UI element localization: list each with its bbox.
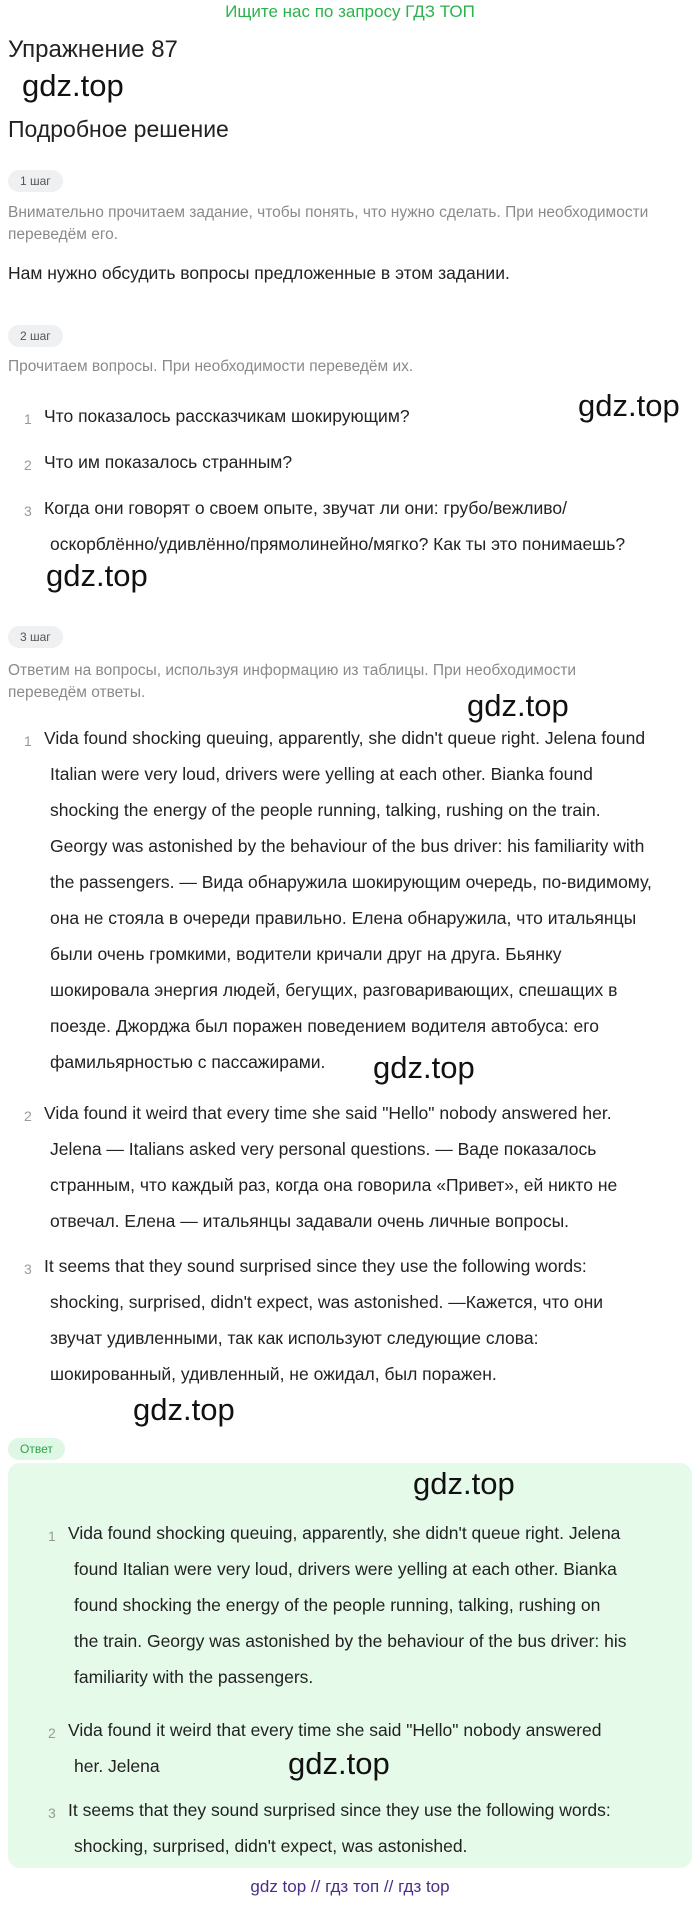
answer-item: 3 It seems that they sound surprised since they use the following words: shocking, surprised, didn't expect, was astonished. [48, 1800, 611, 1856]
list-item: 3 It seems that they sound surprised since they use the following words: shocking, surprised, didn't expect, was astonished. —Кажется, что они звучат удивленными, так как используют следующие слова: шокированный, удивленный, не ожидал, был поражен. [24, 1256, 604, 1384]
list-item: 1 Что показалось рассказчикам шокирующим? [24, 406, 410, 427]
answer-badge: Ответ [8, 1438, 65, 1460]
answer-item: 2 Vida found it weird that every time she said "Hello" nobody answered her. Jelena [48, 1720, 602, 1776]
step-hint: Ответим на вопросы, используя информацию из таблицы. При необходимости переведём ответы. [8, 662, 577, 701]
step-badge: 1 шаг [8, 170, 63, 192]
list-item: 1 Vida found shocking queuing, apparently, she didn't queue right. Jelena found Italian were very loud, drivers were yelling at each other. Bianka found shocking the energy of the people running, talking, rushing on the train. Georgy was astonished by the behaviour of the bus driver: his familiarity with the passengers. — Вида обнаружила шокирующим очередь, по-видимому, она не стояла в очереди правильно. Елена обнаружила, что итальянцы были очень громкими, водители кричали друг на друга. Бьянку шокировала энергия людей, бегущих, разговаривающих, спешащих в поезде. Джорджа был поражен поведением водителя автобуса: его фамильярностью с пассажирами. [24, 728, 652, 1072]
promo-banner[interactable]: Ищите нас по запросу ГДЗ ТОП [225, 2, 475, 21]
step-text: Нам нужно обсудить вопросы предложенные в этом задании. [8, 263, 510, 283]
answer-item: 1 Vida found shocking queuing, apparently, she didn't queue right. Jelena found Italian were very loud, drivers were yelling at each other. Bianka found shocking the energy of the people running, talking, rushing on the train. Georgy was astonished by the behaviour of the bus driver: his familiarity with the passengers. [48, 1523, 627, 1687]
step-badge: 2 шаг [8, 325, 63, 347]
watermark: gdz.top [133, 1392, 235, 1427]
list-item: 3 Когда они говорят о своем опыте, звучат ли они: грубо/вежливо/ оскорблённо/удивлённо/прямолинейно/мягко? Как ты это понимаешь? [24, 498, 626, 554]
watermark: gdz.top [46, 558, 148, 593]
watermark: gdz.top [413, 1466, 515, 1501]
watermark: gdz.top [288, 1746, 390, 1781]
list-item: 2 Vida found it weird that every time she said "Hello" nobody answered her. Jelena — Italians asked very personal questions. — Ваде показалось странным, что каждый раз, когда она говорила «Привет», ей никто не отвечал. Елена — итальянцы задавали очень личные вопросы. [24, 1103, 618, 1231]
watermark: gdz.top [578, 388, 680, 423]
page-title: Упражнение 87 [8, 36, 178, 63]
step-hint: Внимательно прочитаем задание, чтобы понять, что нужно сделать. При необходимости переведём его. [8, 204, 649, 243]
section-title: Подробное решение [8, 116, 229, 142]
watermark: gdz.top [373, 1050, 475, 1085]
watermark: gdz.top [22, 68, 124, 103]
footer-links[interactable]: gdz top // гдз топ // гдз top [250, 1877, 450, 1896]
step-hint: Прочитаем вопросы. При необходимости переведём их. [8, 358, 414, 375]
step-badge: 3 шаг [8, 626, 63, 648]
watermark: gdz.top [467, 688, 569, 723]
list-item: 2 Что им показалось странным? [24, 452, 293, 473]
